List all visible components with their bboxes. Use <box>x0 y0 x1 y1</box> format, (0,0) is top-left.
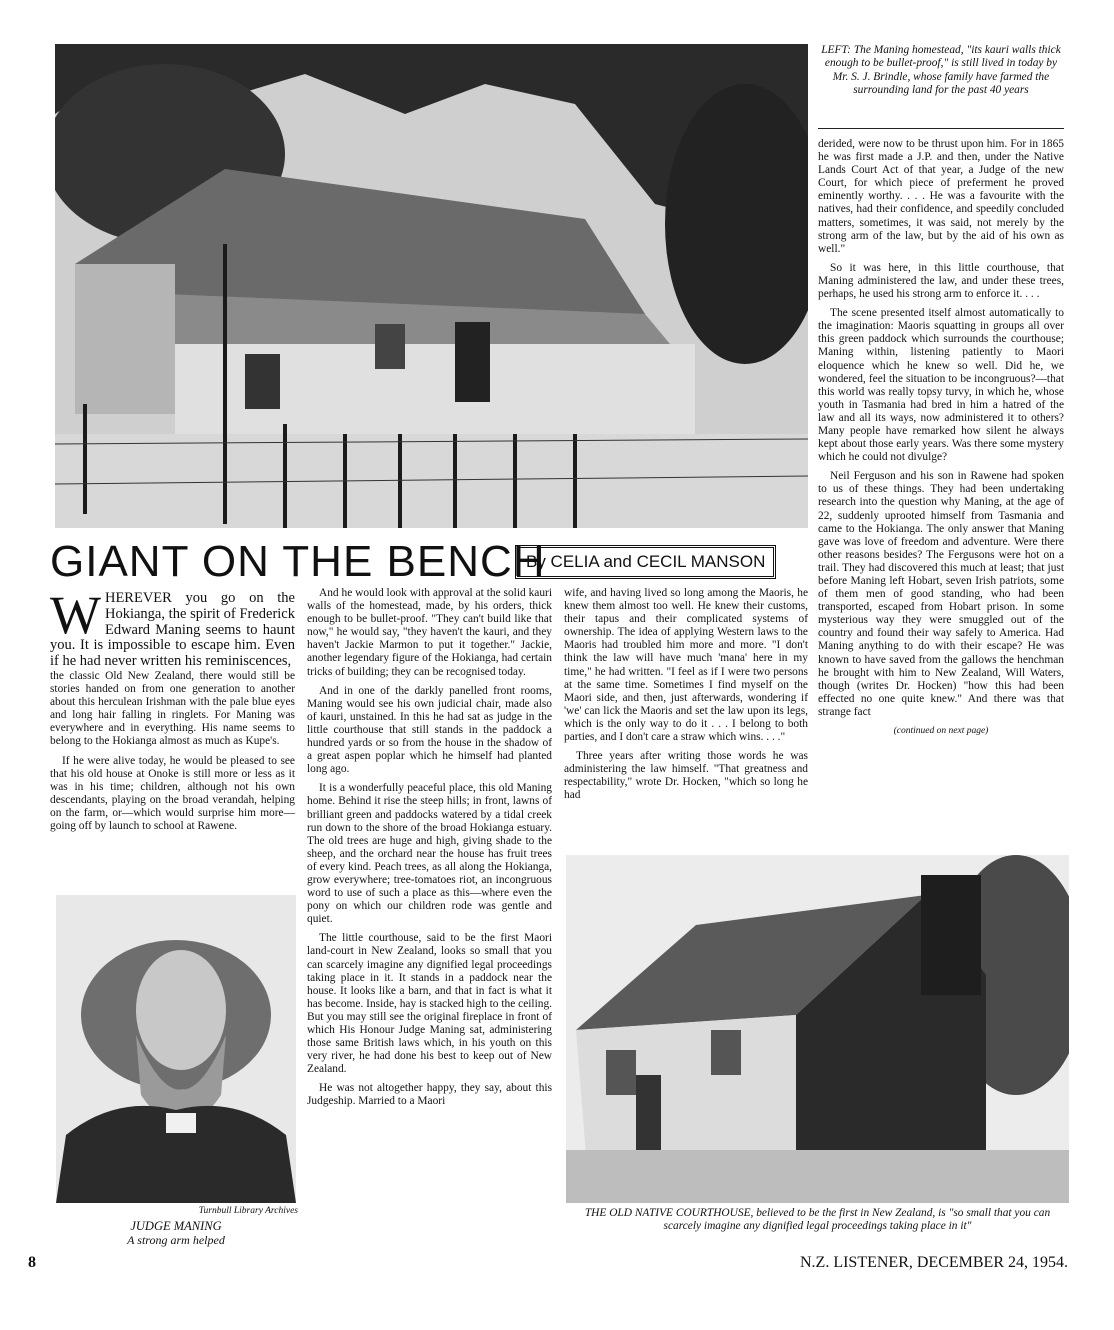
col2-paragraph: And in one of the darkly panelled front rooms, Maning would see his own judicial chair, made also of kauri, unstained. In this he had sat as judge in the little courthouse that still stands in the paddock a hundred yards or so from the house in the shadow of a great aspen poplar which he himself had planted long ago. <box>307 684 552 776</box>
col2-paragraph: It is a wonderfully peaceful place, this old Maning home. Behind it rise the steep hills; in front, lawns of brilliant green and paddocks watered by a tidal creek run down to the shore of the broad Hokianga estuary. The old trees are huge and high, giving shade to the sheep, and the orchard near the house has fruit trees of every kind. Peach trees, as all along the Hokianga, grow everywhere; tree-tomatoes riot, an incongruous word to use of such a place as this—where even the pony on which our children rode was gentle and quiet. <box>307 782 552 926</box>
portrait-caption-title: JUDGE MANING <box>130 1219 222 1233</box>
col2-paragraph: The little courthouse, said to be the first Maori land-court in New Zealand, looks so small that you can scarcely imagine any dignified legal proceedings taking place in it. It stands in a paddock near the house. It looks like a barn, and that in fact is what it has become. Inside, hay is stacked high to the ceiling. But you may still see the original fireplace in front of which His Honour Judge Maning sat, administering those same British laws which, in his youth on this very river, he had done his best to keep out of New Zealand. <box>307 932 552 1076</box>
article-column-4 <box>818 138 1064 738</box>
col2-paragraph: And he would look with approval at the solid kauri walls of the homestead, made, by his orders, thick enough to be bullet-proof. "They can't build like that now," he would say, "they haven't the kauri, and they haven't Jackie Marmon to put it together." Jackie, another legendary figure of the Hokianga, had certain tricks of building; they can be recognised today. <box>307 587 552 678</box>
col1-paragraph: If he were alive today, he would be pleased to see that his old house at Onoke is still more or less as it was in his time; children, although not his own descendants, playing on the broad verandah, helping on the farm, or—which would surprise him more—going off by launch to school at Rawene. <box>50 754 295 833</box>
headline: GIANT ON THE BENCH <box>50 537 546 586</box>
page-number: 8 <box>28 1254 36 1271</box>
col4-paragraph: derided, were now to be thrust upon him. For in 1865 he was first made a J.P. and then, under the Native Lands Court Act of that year, a Judge of the new Court, for which piece of preferment he proved eminently worthy. . . . He was a favourite with the natives, had their confidence, and speedily concluded matters, sometimes, it was said, not merely by the strong arm of the law, but by the aid of his own as well." <box>818 138 1064 255</box>
col4-paragraph: So it was here, in this little courthouse, that Maning administered the law, and under these trees, perhaps, he used his strong arm to enforce it. . . . <box>818 261 1064 301</box>
courthouse-caption: THE OLD NATIVE COURTHOUSE, believed to be the first in New Zealand, is "so small that you can scarcely imagine any dignified legal proceedings taking place in it" <box>584 1207 1051 1232</box>
homestead-caption: LEFT: The Maning homestead, "its kauri walls thick enough to be bullet-proof," is still lived in today by Mr. S. J. Brindle, whose family have farmed the surrounding land for the past 40 years <box>821 44 1061 97</box>
col3-paragraph: Three years after writing those words he was administering the law himself. "That greatness and respectability," wrote Dr. Hocken, "which so long he had <box>564 750 808 802</box>
courthouse-photo <box>566 855 1069 1203</box>
col4-paragraph: Neil Ferguson and his son in Rawene had spoken to us of these things. They had been undertaking research into the question why Maning, at the age of 22, suddenly uprooted himself from Tasmania and came to the Hokianga. The only answer that Maning gave was love of freedom and adventure. Were there other reasons besides? The Fergusons were hot on a trail. They had discovered this much at least; that just before Maning left Hobart, seven Irish patriots, some of them men of good standing, who had been transported, escaped from Hobart prison. In some mysterious way they were smuggled out of the country and found their way safely to America. Had Maning anything to do with their escape? He was known to have saved from the gallows the henchman he brought with him to New Zealand, Will Waters, though (writes Dr. Hocken) "how this had been effected no one quite knew." And there was that strange fact <box>818 470 1064 718</box>
dropcap-letter: W <box>50 585 101 645</box>
lead-paragraph <box>50 585 295 670</box>
portrait-caption-sub: A strong arm helped <box>127 1233 225 1247</box>
judge-maning-portrait <box>56 895 296 1203</box>
byline: By CELIA and CECIL MANSON <box>515 545 776 579</box>
publication-line: N.Z. LISTENER, DECEMBER 24, 1954. <box>800 1254 1068 1271</box>
continued-note: (continued on next page) <box>893 726 989 737</box>
col1-paragraph: the classic Old New Zealand, there would still be stories handed on from one generation to another about this herculean Irishman with the pale blue eyes and long hair falling in ringlets. For Maning was everywhere and in everything. His name seems to belong to the Hokianga almost as much as Kupe's. <box>50 669 295 748</box>
col3-paragraph: wife, and having lived so long among the Maoris, he knew them almost too well. He knew their customs, their tapus and their complicated systems of ownership. The idea of applying Western laws to the Maoris had troubled him more and more. "I don't think the law will have much 'mana' here in my time," he had written. "I feel as if I were two persons at the same time. Sometimes I find myself on the Maori side, and then, just afterwards, wondering if 'we' can lick the Maoris and set the law upon its legs, which is the only way to do it . . . I belong to both parties, and I don't care a straw which wins. . . ." <box>564 587 808 744</box>
article-column-2 <box>307 587 552 1115</box>
caption-divider <box>818 128 1064 129</box>
col4-paragraph: The scene presented itself almost automatically to the imagination: Maoris squatting in groups all over this green paddock which surrounds the courthouse; Maning within, listening patiently to Maori eloquence which he knew so well. Did he, we wondered, feel the situation to be incongruous?—that this world was really topsy turvy, in which he, whose youth in Tasmania had bred in him a hatred of the law and all its ways, now administered it to others? Many people have remarked how silent he always kept about those early years. Was there some mystery which he could not divulge? <box>818 307 1064 464</box>
portrait-credit: Turnbull Library Archives <box>198 1206 298 1216</box>
article-column-3 <box>564 587 808 809</box>
col2-paragraph: He was not altogether happy, they say, about this Judgeship. Married to a Maori <box>307 1082 552 1108</box>
article-column-1 <box>50 585 295 839</box>
lead-text: HEREVER you go on the Hokianga, the spirit of Frederick Edward Maning seems to haunt you. It is impossible to escape him. Even if he had never written his reminiscences, <box>50 590 295 670</box>
homestead-photo <box>55 44 808 528</box>
